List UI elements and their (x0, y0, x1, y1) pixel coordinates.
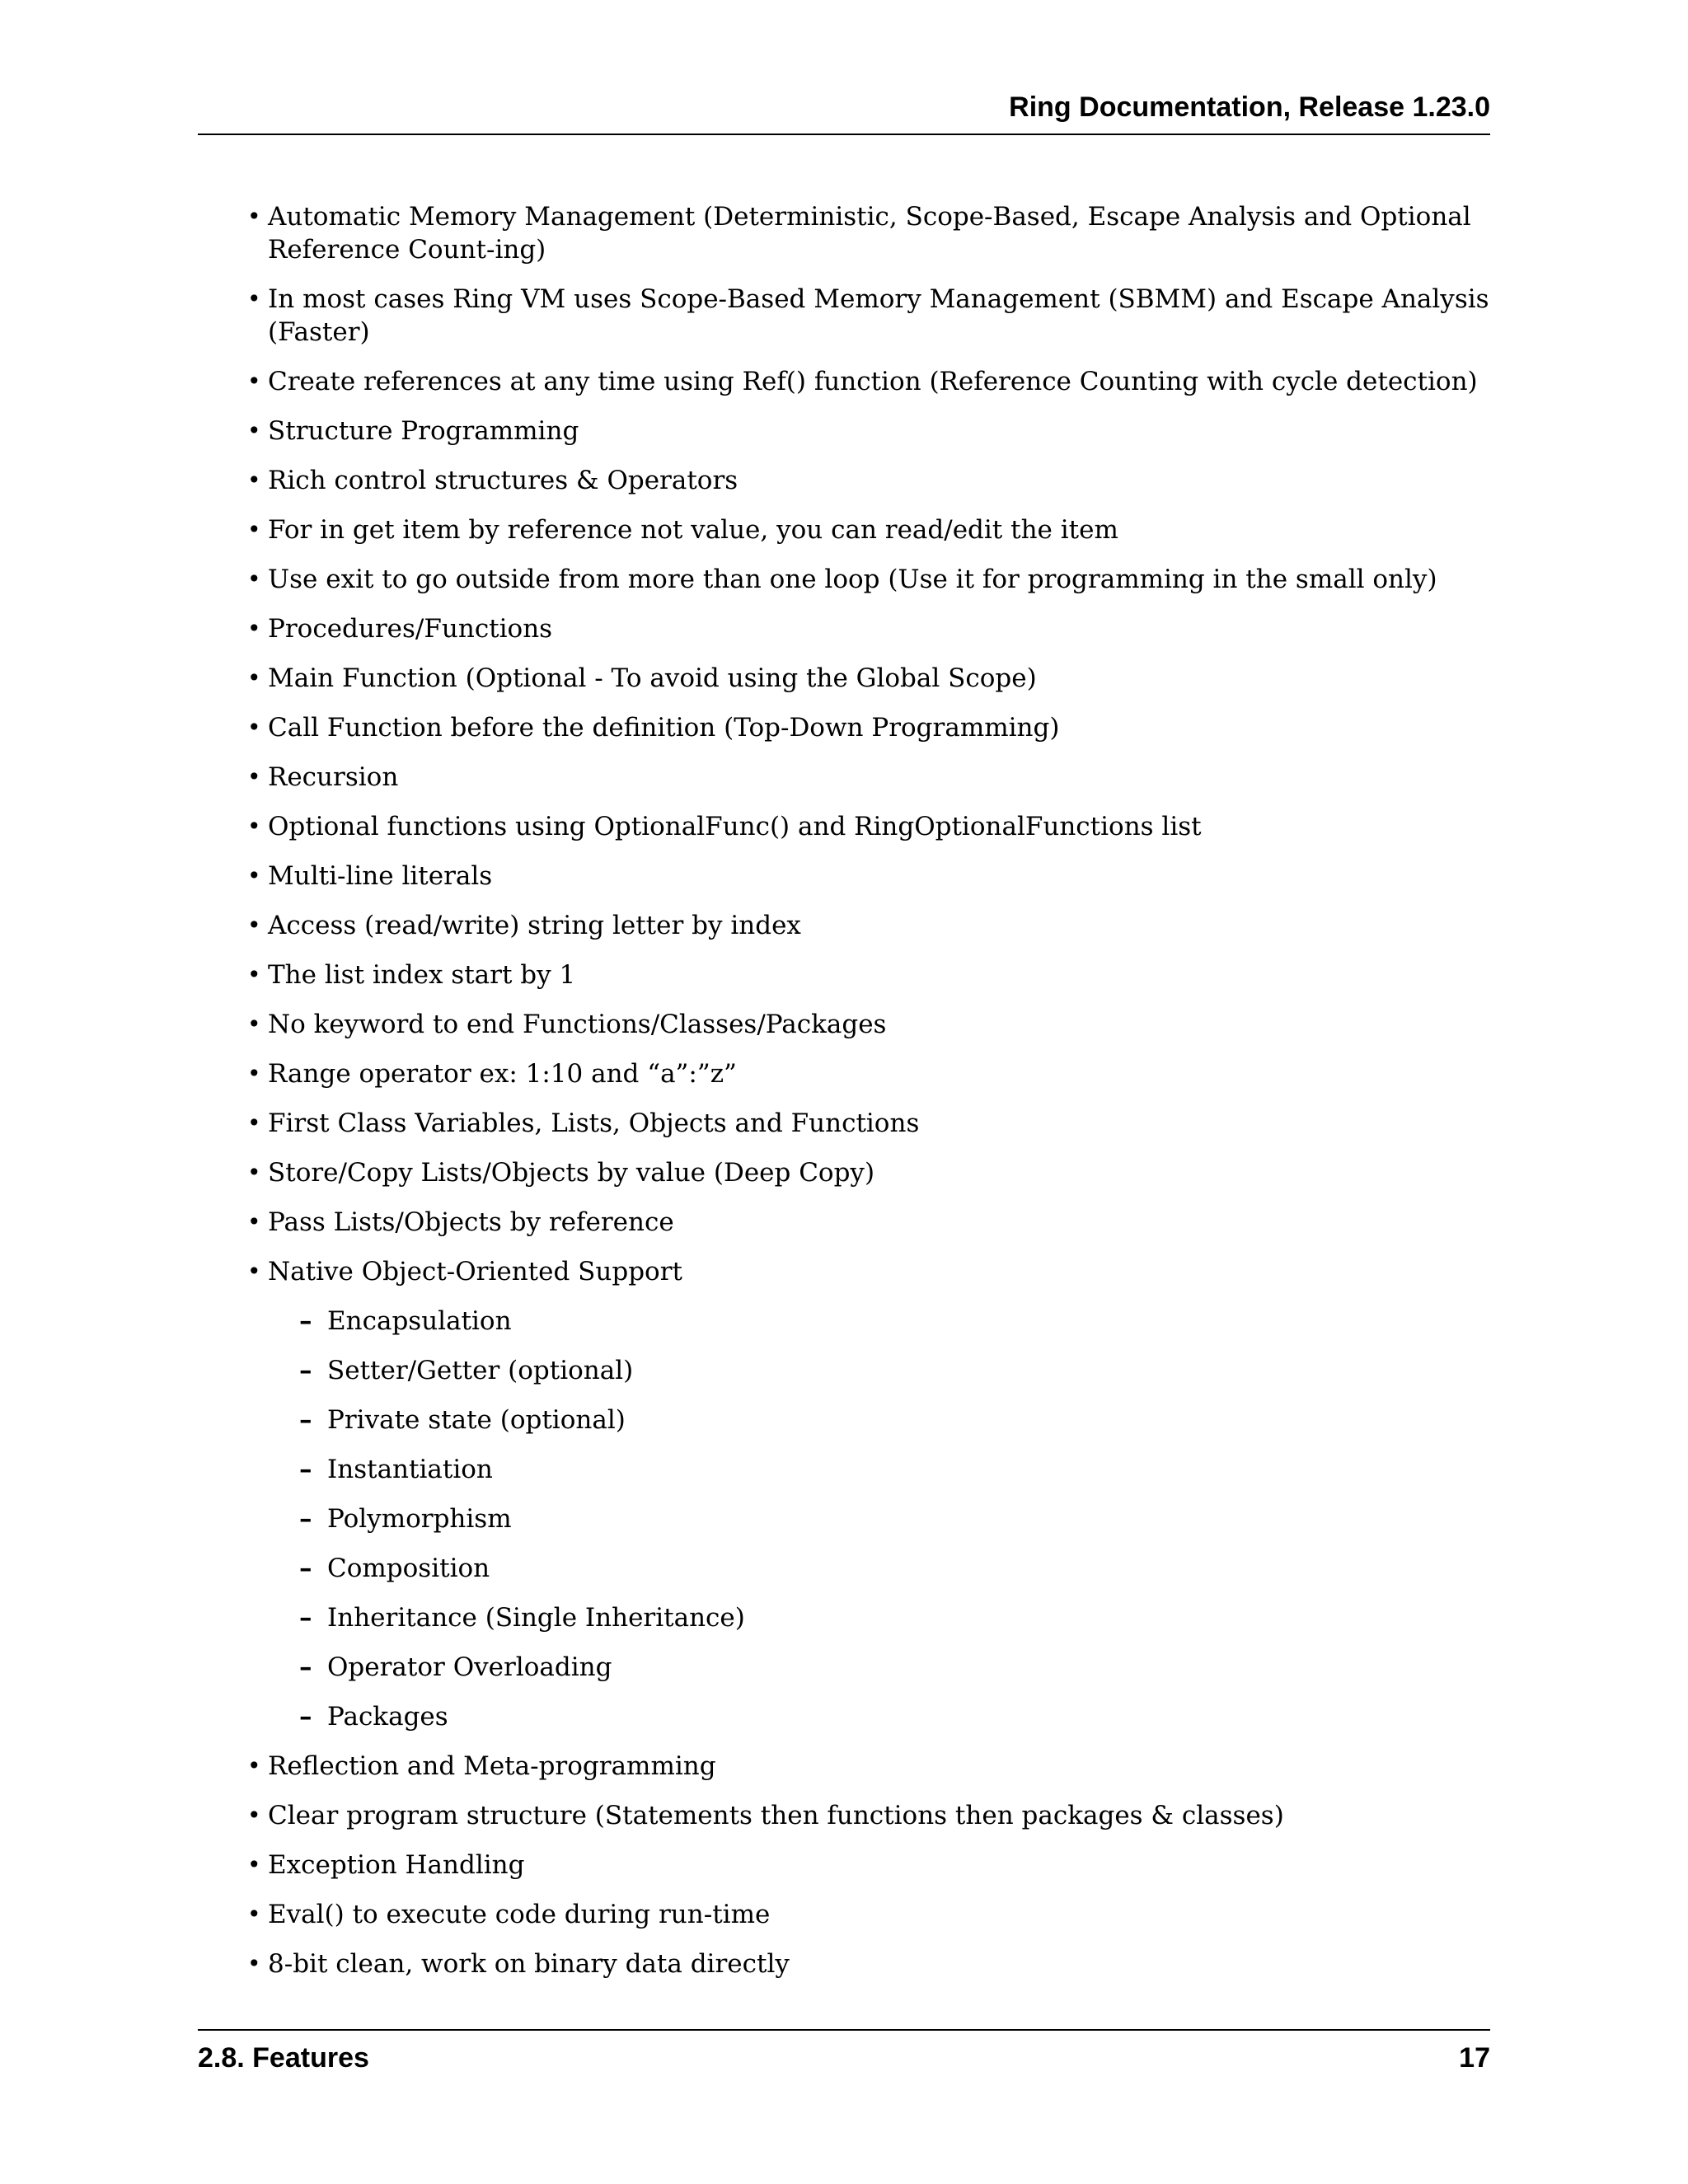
bullet-marker: • (247, 912, 261, 939)
bullet-marker: • (247, 368, 261, 395)
list-item-text: In most cases Ring VM uses Scope-Based Memory Management (SBMM) and Escape Analysis (Faster) (268, 284, 1489, 347)
list-item-text: Clear program structure (Statements then functions then packages & classes) (268, 1801, 1284, 1830)
bullet-marker: • (247, 862, 261, 889)
list-item (247, 810, 1490, 843)
sub-list-item-text: Encapsulation (327, 1306, 512, 1336)
list-item-text: Pass Lists/Objects by reference (268, 1207, 674, 1237)
bullet-marker: • (247, 1060, 261, 1087)
list-item-text: First Class Variables, Lists, Objects and Functions (268, 1108, 920, 1138)
list-item (247, 283, 1490, 349)
list-item (247, 365, 1490, 398)
bullet-marker: • (247, 1208, 261, 1235)
dash-marker: – (299, 1603, 312, 1633)
list-item (247, 1107, 1490, 1140)
sub-list-item-text: Composition (327, 1554, 490, 1583)
dash-marker: – (299, 1652, 312, 1682)
bullet-marker: • (247, 763, 261, 790)
list-item (247, 1156, 1490, 1189)
sub-list-item (268, 1404, 1490, 1436)
bullet-marker: • (247, 1752, 261, 1779)
list-item-text: Recursion (268, 762, 399, 792)
list-item-text: Optional functions using OptionalFunc() and RingOptionalFunctions list (268, 812, 1202, 841)
list-item-text: Native Object-Oriented Support (268, 1257, 682, 1286)
list-item (247, 1750, 1490, 1783)
bullet-marker: • (247, 961, 261, 988)
dash-marker: – (299, 1306, 312, 1336)
list-item (247, 1799, 1490, 1832)
list-item (247, 1898, 1490, 1931)
page-header (198, 91, 1490, 135)
sub-list-item (268, 1502, 1490, 1535)
list-item (247, 1849, 1490, 1882)
dash-marker: – (299, 1455, 312, 1484)
sub-list-item (268, 1453, 1490, 1486)
list-item-text: Use exit to go outside from more than one loop (Use it for programming in the small only) (268, 565, 1437, 594)
sub-list-item-text: Private state (optional) (327, 1405, 626, 1435)
list-item (247, 909, 1490, 942)
bullet-marker: • (247, 664, 261, 691)
bullet-marker: • (247, 1900, 261, 1928)
list-item-text: 8-bit clean, work on binary data directly (268, 1949, 790, 1979)
sub-list-item (268, 1552, 1490, 1585)
list-item-text: Store/Copy Lists/Objects by value (Deep Copy) (268, 1158, 875, 1188)
sub-list-item-text: Instantiation (327, 1455, 493, 1484)
list-item-text: Structure Programming (268, 416, 579, 446)
list-item-oop (247, 1255, 1490, 1733)
sub-list-item (268, 1305, 1490, 1338)
list-item (247, 1057, 1490, 1090)
dash-marker: – (299, 1504, 312, 1534)
list-item (247, 513, 1490, 546)
bullet-marker: • (247, 203, 261, 230)
list-item-text: Call Function before the definition (Top-Down Programming) (268, 713, 1060, 743)
features-content (247, 200, 1490, 1997)
list-item (247, 612, 1490, 645)
list-item (247, 563, 1490, 596)
page-number: 17 (1459, 2042, 1490, 2074)
dash-marker: – (299, 1554, 312, 1583)
document-title: Ring Documentation, Release 1.23.0 (1009, 91, 1490, 123)
list-item-text: Automatic Memory Management (Deterministic, Scope-Based, Escape Analysis and Optional Reference Count-ing) (268, 202, 1471, 265)
dash-marker: – (299, 1405, 312, 1435)
sub-list-item-text: Packages (327, 1702, 448, 1732)
list-item (247, 958, 1490, 991)
oop-sublist (268, 1305, 1490, 1733)
bullet-marker: • (247, 1159, 261, 1186)
list-item-text: Procedures/Functions (268, 614, 553, 644)
bullet-marker: • (247, 615, 261, 642)
sub-list-item (268, 1601, 1490, 1634)
bullet-marker: • (247, 1258, 261, 1285)
list-item-text: The list index start by 1 (268, 960, 576, 990)
list-item-text: Create references at any time using Ref() function (Reference Counting with cycle detection) (268, 367, 1478, 396)
dash-marker: – (299, 1702, 312, 1732)
sub-list-item-text: Polymorphism (327, 1504, 512, 1534)
bullet-marker: • (247, 1109, 261, 1137)
bullet-marker: • (247, 813, 261, 840)
sub-list-item-text: Setter/Getter (optional) (327, 1356, 634, 1385)
list-item-text: Exception Handling (268, 1850, 525, 1880)
bullet-marker: • (247, 285, 261, 312)
list-item-text: Reflection and Meta-programming (268, 1751, 716, 1781)
footer-section-title: 2.8. Features (198, 2042, 369, 2074)
bullet-marker: • (247, 714, 261, 741)
sub-list-item (268, 1651, 1490, 1684)
features-list (247, 200, 1490, 1980)
list-item (247, 1008, 1490, 1041)
list-item-text: Rich control structures & Operators (268, 466, 738, 495)
list-item-text: Main Function (Optional - To avoid using the Global Scope) (268, 663, 1037, 693)
list-item (247, 860, 1490, 893)
dash-marker: – (299, 1356, 312, 1385)
bullet-marker: • (247, 466, 261, 494)
bullet-marker: • (247, 565, 261, 593)
list-item (247, 1947, 1490, 1980)
bullet-marker: • (247, 516, 261, 543)
bullet-marker: • (247, 1851, 261, 1878)
list-item (247, 200, 1490, 266)
list-item (247, 464, 1490, 497)
page-footer (198, 2029, 1490, 2074)
list-item-text: No keyword to end Functions/Classes/Packages (268, 1010, 887, 1039)
list-item-text: Range operator ex: 1:10 and “a”:”z” (268, 1059, 737, 1089)
sub-list-item (268, 1354, 1490, 1387)
list-item-text: Multi-line literals (268, 861, 493, 891)
bullet-marker: • (247, 1802, 261, 1829)
list-item (247, 415, 1490, 448)
bullet-marker: • (247, 1010, 261, 1038)
list-item (247, 761, 1490, 794)
list-item-text: Eval() to execute code during run-time (268, 1900, 771, 1929)
list-item-text: Access (read/write) string letter by index (268, 911, 801, 940)
list-item (247, 1206, 1490, 1239)
sub-list-item-text: Operator Overloading (327, 1652, 612, 1682)
sub-list-item-text: Inheritance (Single Inheritance) (327, 1603, 745, 1633)
list-item (247, 711, 1490, 744)
list-item (247, 662, 1490, 695)
bullet-marker: • (247, 417, 261, 444)
sub-list-item (268, 1700, 1490, 1733)
bullet-marker: • (247, 1950, 261, 1977)
list-item-text: For in get item by reference not value, you can read/edit the item (268, 515, 1118, 545)
